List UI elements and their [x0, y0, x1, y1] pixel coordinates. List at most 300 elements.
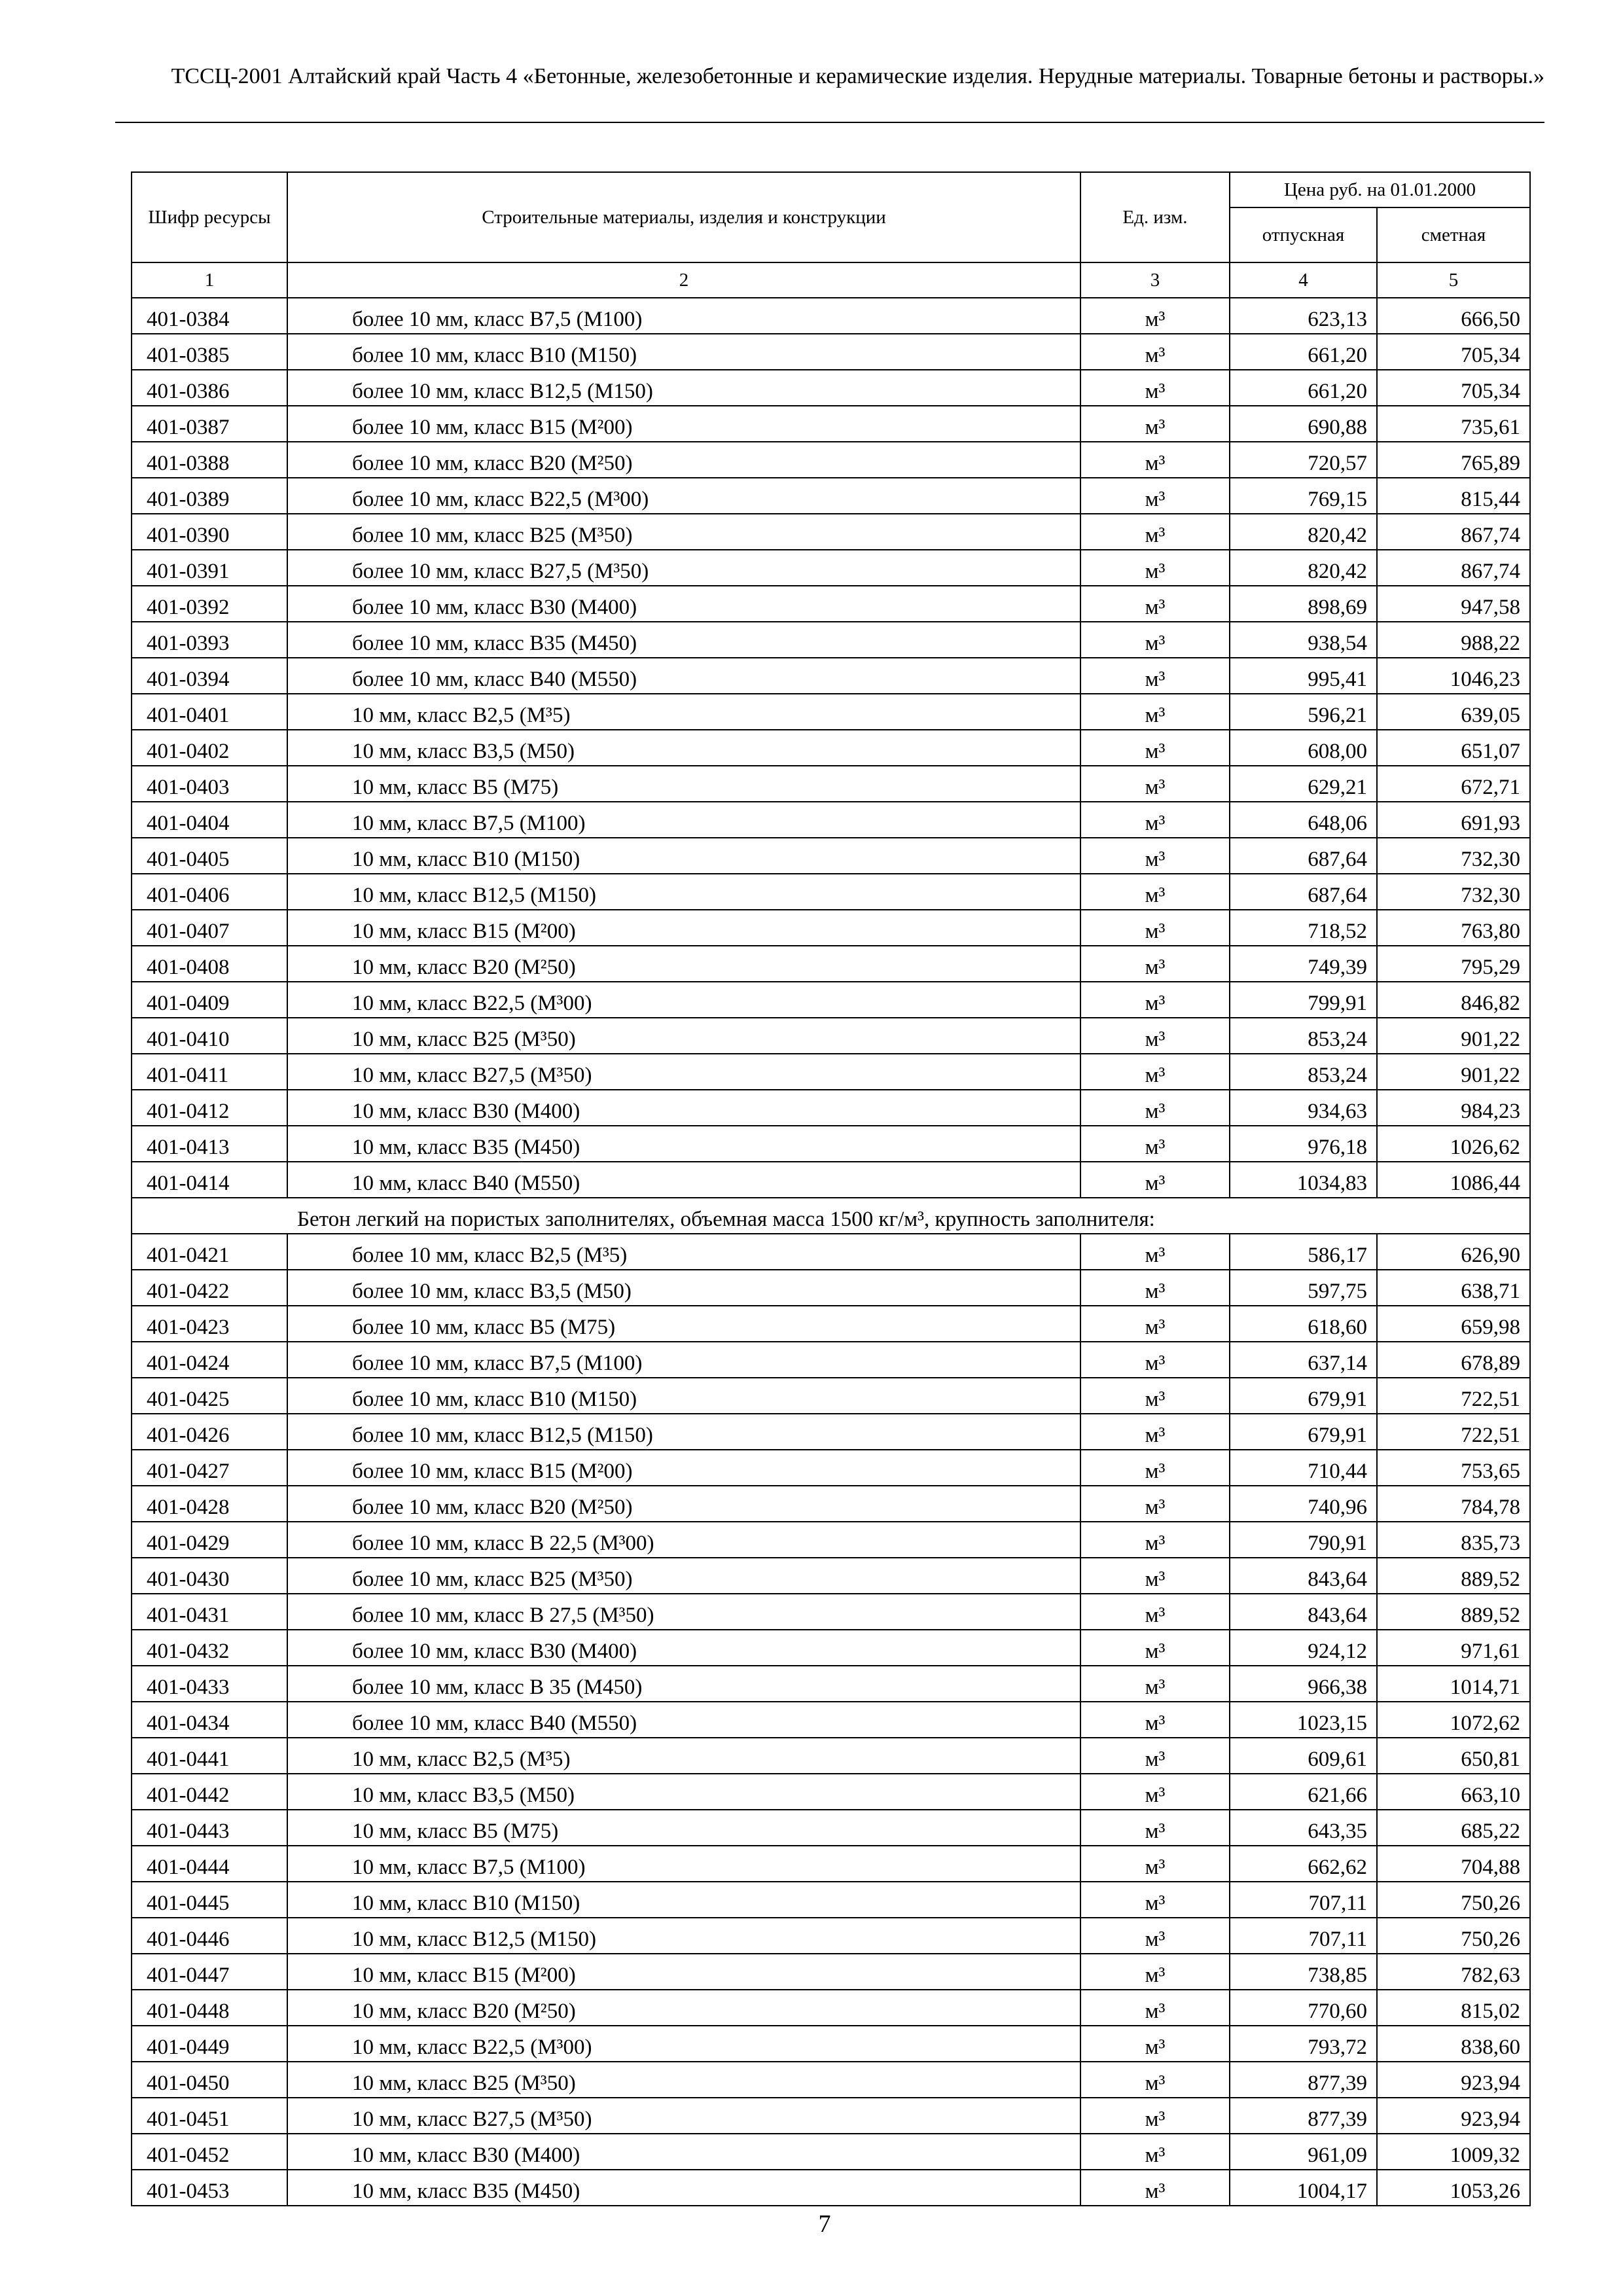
row-price-release: 623,13	[1230, 298, 1377, 334]
row-code: 401-0427	[132, 1450, 287, 1486]
row-unit: м³	[1080, 1486, 1230, 1522]
table-row	[132, 550, 1530, 586]
row-price-estimate: 1072,62	[1377, 1702, 1530, 1738]
table-row	[132, 1666, 1530, 1702]
price-table	[131, 171, 1531, 2206]
table-row	[132, 1594, 1530, 1630]
table-row	[132, 874, 1530, 910]
row-name: более 10 мм, класс В2,5 (М³5)	[287, 1234, 1080, 1270]
row-name: 10 мм, класс В25 (М³50)	[287, 1018, 1080, 1054]
row-name: более 10 мм, класс В22,5 (М³00)	[287, 478, 1080, 514]
row-code: 401-0409	[132, 982, 287, 1018]
row-unit: м³	[1080, 1378, 1230, 1414]
row-unit: м³	[1080, 730, 1230, 766]
header-price-group: Цена руб. на 01.01.2000	[1230, 172, 1530, 207]
table-row	[132, 766, 1530, 802]
row-unit: м³	[1080, 2026, 1230, 2062]
row-price-release: 586,17	[1230, 1234, 1377, 1270]
row-name: 10 мм, класс В2,5 (М³5)	[287, 1738, 1080, 1774]
column-number: 3	[1080, 262, 1230, 298]
row-price-release: 679,91	[1230, 1378, 1377, 1414]
row-price-release: 1004,17	[1230, 2170, 1377, 2206]
row-unit: м³	[1080, 514, 1230, 550]
table-row	[132, 802, 1530, 838]
row-price-estimate: 815,02	[1377, 1990, 1530, 2026]
row-price-release: 843,64	[1230, 1594, 1377, 1630]
table-row	[132, 406, 1530, 442]
row-unit: м³	[1080, 1918, 1230, 1954]
row-unit: м³	[1080, 1018, 1230, 1054]
table-row	[132, 1738, 1530, 1774]
row-price-release: 687,64	[1230, 838, 1377, 874]
row-name: более 10 мм, класс В40 (М550)	[287, 1702, 1080, 1738]
row-code: 401-0385	[132, 334, 287, 370]
row-price-estimate: 838,60	[1377, 2026, 1530, 2062]
header-name: Строительные материалы, изделия и конструкции	[287, 172, 1080, 262]
row-code: 401-0421	[132, 1234, 287, 1270]
row-unit: м³	[1080, 1990, 1230, 2026]
row-name: 10 мм, класс В22,5 (М³00)	[287, 2026, 1080, 2062]
row-price-release: 898,69	[1230, 586, 1377, 622]
column-number: 2	[287, 262, 1080, 298]
row-price-estimate: 638,71	[1377, 1270, 1530, 1306]
row-price-estimate: 672,71	[1377, 766, 1530, 802]
row-unit: м³	[1080, 838, 1230, 874]
row-price-estimate: 722,51	[1377, 1378, 1530, 1414]
row-code: 401-0414	[132, 1162, 287, 1198]
row-name: более 10 мм, класс В7,5 (М100)	[287, 1342, 1080, 1378]
row-price-estimate: 923,94	[1377, 2062, 1530, 2098]
row-name: 10 мм, класс В7,5 (М100)	[287, 802, 1080, 838]
row-code: 401-0449	[132, 2026, 287, 2062]
row-name: 10 мм, класс В7,5 (М100)	[287, 1846, 1080, 1882]
row-unit: м³	[1080, 1882, 1230, 1918]
row-price-release: 738,85	[1230, 1954, 1377, 1990]
column-number: 4	[1230, 262, 1377, 298]
row-code: 401-0388	[132, 442, 287, 478]
row-name: более 10 мм, класс В35 (М450)	[287, 622, 1080, 658]
row-price-estimate: 705,34	[1377, 334, 1530, 370]
row-unit: м³	[1080, 1090, 1230, 1126]
table-row	[132, 658, 1530, 694]
row-code: 401-0408	[132, 946, 287, 982]
row-price-release: 629,21	[1230, 766, 1377, 802]
row-name: более 10 мм, класс В 27,5 (М³50)	[287, 1594, 1080, 1630]
header-price-release: отпускная	[1230, 207, 1377, 262]
row-name: более 10 мм, класс В25 (М³50)	[287, 514, 1080, 550]
table-body-bottom	[132, 1234, 1530, 2206]
row-price-release: 687,64	[1230, 874, 1377, 910]
row-code: 401-0392	[132, 586, 287, 622]
table-row	[132, 730, 1530, 766]
row-name: 10 мм, класс В35 (М450)	[287, 2170, 1080, 2206]
row-name: 10 мм, класс В10 (М150)	[287, 1882, 1080, 1918]
row-code: 401-0402	[132, 730, 287, 766]
row-code: 401-0411	[132, 1054, 287, 1090]
table-row	[132, 1522, 1530, 1558]
row-code: 401-0448	[132, 1990, 287, 2026]
table-row	[132, 982, 1530, 1018]
row-price-estimate: 835,73	[1377, 1522, 1530, 1558]
table-row	[132, 1450, 1530, 1486]
row-unit: м³	[1080, 1054, 1230, 1090]
document-header: ТССЦ-2001 Алтайский край Часть 4 «Бетонные, железобетонные и керамические изделия. Нерудные материалы. Товарные бетоны и растворы.»	[171, 64, 1544, 88]
row-price-release: 995,41	[1230, 658, 1377, 694]
row-name: 10 мм, класс В40 (М550)	[287, 1162, 1080, 1198]
row-unit: м³	[1080, 1810, 1230, 1846]
row-unit: м³	[1080, 694, 1230, 730]
row-price-estimate: 984,23	[1377, 1090, 1530, 1126]
table-row	[132, 1702, 1530, 1738]
row-name: 10 мм, класс В30 (М400)	[287, 2134, 1080, 2170]
row-code: 401-0387	[132, 406, 287, 442]
table-row	[132, 514, 1530, 550]
row-code: 401-0389	[132, 478, 287, 514]
row-price-estimate: 735,61	[1377, 406, 1530, 442]
row-price-estimate: 765,89	[1377, 442, 1530, 478]
row-name: 10 мм, класс В35 (М450)	[287, 1126, 1080, 1162]
row-code: 401-0405	[132, 838, 287, 874]
row-unit: м³	[1080, 874, 1230, 910]
row-unit: м³	[1080, 1558, 1230, 1594]
row-name: 10 мм, класс В5 (М75)	[287, 766, 1080, 802]
row-price-release: 637,14	[1230, 1342, 1377, 1378]
row-price-release: 853,24	[1230, 1054, 1377, 1090]
row-price-estimate: 889,52	[1377, 1594, 1530, 1630]
table-row	[132, 1810, 1530, 1846]
row-code: 401-0452	[132, 2134, 287, 2170]
row-unit: м³	[1080, 766, 1230, 802]
row-price-release: 934,63	[1230, 1090, 1377, 1126]
row-code: 401-0430	[132, 1558, 287, 1594]
table-row	[132, 1882, 1530, 1918]
row-code: 401-0428	[132, 1486, 287, 1522]
row-name: более 10 мм, класс В27,5 (М³50)	[287, 550, 1080, 586]
row-price-release: 1034,83	[1230, 1162, 1377, 1198]
table-row	[132, 838, 1530, 874]
row-unit: м³	[1080, 550, 1230, 586]
row-price-release: 690,88	[1230, 406, 1377, 442]
row-unit: м³	[1080, 1234, 1230, 1270]
row-price-release: 596,21	[1230, 694, 1377, 730]
row-name: 10 мм, класс В20 (М²50)	[287, 946, 1080, 982]
table-row	[132, 1954, 1530, 1990]
row-price-estimate: 705,34	[1377, 370, 1530, 406]
row-name: 10 мм, класс В3,5 (М50)	[287, 730, 1080, 766]
row-price-release: 820,42	[1230, 514, 1377, 550]
row-price-estimate: 659,98	[1377, 1306, 1530, 1342]
row-code: 401-0424	[132, 1342, 287, 1378]
row-unit: м³	[1080, 334, 1230, 370]
table-row	[132, 910, 1530, 946]
row-name: более 10 мм, класс В25 (М³50)	[287, 1558, 1080, 1594]
table-row	[132, 1558, 1530, 1594]
row-unit: м³	[1080, 1270, 1230, 1306]
header-code: Шифр ресурсы	[132, 172, 287, 262]
row-price-estimate: 651,07	[1377, 730, 1530, 766]
row-name: 10 мм, класс В27,5 (М³50)	[287, 1054, 1080, 1090]
row-price-estimate: 626,90	[1377, 1234, 1530, 1270]
row-price-release: 770,60	[1230, 1990, 1377, 2026]
table-row	[132, 1414, 1530, 1450]
row-name: 10 мм, класс В15 (М²00)	[287, 1954, 1080, 1990]
row-code: 401-0403	[132, 766, 287, 802]
table-row	[132, 334, 1530, 370]
table-row	[132, 2170, 1530, 2206]
header-unit: Ед. изм.	[1080, 172, 1230, 262]
table-row	[132, 2098, 1530, 2134]
row-price-estimate: 1026,62	[1377, 1126, 1530, 1162]
row-price-release: 618,60	[1230, 1306, 1377, 1342]
row-name: более 10 мм, класс В 22,5 (М³00)	[287, 1522, 1080, 1558]
row-price-release: 749,39	[1230, 946, 1377, 982]
row-price-release: 740,96	[1230, 1486, 1377, 1522]
row-name: более 10 мм, класс В3,5 (М50)	[287, 1270, 1080, 1306]
row-name: 10 мм, класс В30 (М400)	[287, 1090, 1080, 1126]
table-row	[132, 2134, 1530, 2170]
row-name: 10 мм, класс В15 (М²00)	[287, 910, 1080, 946]
row-name: 10 мм, класс В12,5 (М150)	[287, 1918, 1080, 1954]
column-number: 5	[1377, 262, 1530, 298]
row-code: 401-0406	[132, 874, 287, 910]
table-row	[132, 1162, 1530, 1198]
row-name: более 10 мм, класс В5 (М75)	[287, 1306, 1080, 1342]
row-code: 401-0450	[132, 2062, 287, 2098]
row-price-release: 799,91	[1230, 982, 1377, 1018]
row-unit: м³	[1080, 1738, 1230, 1774]
row-price-estimate: 815,44	[1377, 478, 1530, 514]
row-price-release: 609,61	[1230, 1738, 1377, 1774]
row-unit: м³	[1080, 622, 1230, 658]
row-name: 10 мм, класс В3,5 (М50)	[287, 1774, 1080, 1810]
row-price-release: 679,91	[1230, 1414, 1377, 1450]
table-row	[132, 1018, 1530, 1054]
row-name: более 10 мм, класс В30 (М400)	[287, 1630, 1080, 1666]
row-name: 10 мм, класс В22,5 (М³00)	[287, 982, 1080, 1018]
row-price-release: 853,24	[1230, 1018, 1377, 1054]
table-row	[132, 1774, 1530, 1810]
row-price-release: 877,39	[1230, 2098, 1377, 2134]
row-unit: м³	[1080, 1342, 1230, 1378]
row-code: 401-0386	[132, 370, 287, 406]
row-unit: м³	[1080, 370, 1230, 406]
row-name: более 10 мм, класс В12,5 (М150)	[287, 1414, 1080, 1450]
row-name: более 10 мм, класс В20 (М²50)	[287, 1486, 1080, 1522]
table-row	[132, 1342, 1530, 1378]
row-price-estimate: 750,26	[1377, 1882, 1530, 1918]
row-name: 10 мм, класс В20 (М²50)	[287, 1990, 1080, 2026]
row-code: 401-0453	[132, 2170, 287, 2206]
row-price-estimate: 889,52	[1377, 1558, 1530, 1594]
table-row	[132, 1270, 1530, 1306]
row-price-estimate: 867,74	[1377, 550, 1530, 586]
row-price-estimate: 867,74	[1377, 514, 1530, 550]
row-price-release: 608,00	[1230, 730, 1377, 766]
row-price-release: 769,15	[1230, 478, 1377, 514]
row-price-release: 621,66	[1230, 1774, 1377, 1810]
row-price-release: 718,52	[1230, 910, 1377, 946]
row-code: 401-0412	[132, 1090, 287, 1126]
row-price-estimate: 722,51	[1377, 1414, 1530, 1450]
row-code: 401-0441	[132, 1738, 287, 1774]
row-price-estimate: 947,58	[1377, 586, 1530, 622]
row-code: 401-0407	[132, 910, 287, 946]
row-code: 401-0429	[132, 1522, 287, 1558]
row-code: 401-0410	[132, 1018, 287, 1054]
row-unit: м³	[1080, 298, 1230, 334]
row-price-estimate: 650,81	[1377, 1738, 1530, 1774]
row-code: 401-0384	[132, 298, 287, 334]
table-row	[132, 1306, 1530, 1342]
row-code: 401-0442	[132, 1774, 287, 1810]
table-row	[132, 1918, 1530, 1954]
row-unit: м³	[1080, 1954, 1230, 1990]
row-price-release: 662,62	[1230, 1846, 1377, 1882]
table-row	[132, 2062, 1530, 2098]
row-unit: м³	[1080, 1666, 1230, 1702]
row-code: 401-0447	[132, 1954, 287, 1990]
section-title: Бетон легкий на пористых заполнителях, объемная масса 1500 кг/м³, крупность заполнителя:	[132, 1198, 1530, 1234]
table-row	[132, 946, 1530, 982]
row-unit: м³	[1080, 658, 1230, 694]
row-code: 401-0433	[132, 1666, 287, 1702]
row-name: более 10 мм, класс В12,5 (М150)	[287, 370, 1080, 406]
row-unit: м³	[1080, 1522, 1230, 1558]
row-name: 10 мм, класс В27,5 (М³50)	[287, 2098, 1080, 2134]
header-price-estimate: сметная	[1377, 207, 1530, 262]
row-code: 401-0451	[132, 2098, 287, 2134]
table-row	[132, 1990, 1530, 2026]
row-unit: м³	[1080, 2062, 1230, 2098]
row-unit: м³	[1080, 1414, 1230, 1450]
row-price-estimate: 1009,32	[1377, 2134, 1530, 2170]
table-row	[132, 622, 1530, 658]
table-row	[132, 1090, 1530, 1126]
row-unit: м³	[1080, 982, 1230, 1018]
table-row	[132, 370, 1530, 406]
page-number: 7	[818, 2210, 831, 2238]
table-row	[132, 694, 1530, 730]
table-row	[132, 1126, 1530, 1162]
row-code: 401-0443	[132, 1810, 287, 1846]
table-row	[132, 1378, 1530, 1414]
row-price-release: 961,09	[1230, 2134, 1377, 2170]
table-row	[132, 1054, 1530, 1090]
table-row	[132, 1486, 1530, 1522]
row-price-release: 877,39	[1230, 2062, 1377, 2098]
row-name: более 10 мм, класс В15 (М²00)	[287, 406, 1080, 442]
row-price-release: 924,12	[1230, 1630, 1377, 1666]
row-price-estimate: 1053,26	[1377, 2170, 1530, 2206]
row-price-release: 707,11	[1230, 1918, 1377, 1954]
row-price-estimate: 782,63	[1377, 1954, 1530, 1990]
row-price-release: 643,35	[1230, 1810, 1377, 1846]
row-price-release: 661,20	[1230, 370, 1377, 406]
row-price-estimate: 732,30	[1377, 874, 1530, 910]
row-code: 401-0434	[132, 1702, 287, 1738]
row-unit: м³	[1080, 802, 1230, 838]
row-price-estimate: 663,10	[1377, 1774, 1530, 1810]
row-price-estimate: 1014,71	[1377, 1666, 1530, 1702]
row-code: 401-0446	[132, 1918, 287, 1954]
table-section	[132, 1198, 1530, 1234]
row-name: 10 мм, класс В2,5 (М³5)	[287, 694, 1080, 730]
row-code: 401-0404	[132, 802, 287, 838]
row-name: более 10 мм, класс В10 (М150)	[287, 334, 1080, 370]
row-code: 401-0444	[132, 1846, 287, 1882]
table-row	[132, 298, 1530, 334]
row-price-release: 710,44	[1230, 1450, 1377, 1486]
row-unit: м³	[1080, 1450, 1230, 1486]
table-row	[132, 2026, 1530, 2062]
row-code: 401-0394	[132, 658, 287, 694]
row-unit: м³	[1080, 406, 1230, 442]
row-unit: м³	[1080, 586, 1230, 622]
header-rule	[115, 122, 1544, 123]
row-price-release: 648,06	[1230, 802, 1377, 838]
row-unit: м³	[1080, 1630, 1230, 1666]
row-price-release: 793,72	[1230, 2026, 1377, 2062]
row-code: 401-0426	[132, 1414, 287, 1450]
row-price-release: 597,75	[1230, 1270, 1377, 1306]
row-price-estimate: 704,88	[1377, 1846, 1530, 1882]
row-price-estimate: 988,22	[1377, 622, 1530, 658]
row-code: 401-0401	[132, 694, 287, 730]
row-code: 401-0423	[132, 1306, 287, 1342]
row-price-release: 661,20	[1230, 334, 1377, 370]
table-row	[132, 478, 1530, 514]
row-unit: м³	[1080, 442, 1230, 478]
row-unit: м³	[1080, 1594, 1230, 1630]
row-price-estimate: 1046,23	[1377, 658, 1530, 694]
section-row	[132, 1198, 1530, 1234]
row-price-estimate: 784,78	[1377, 1486, 1530, 1522]
column-number: 1	[132, 262, 287, 298]
row-name: более 10 мм, класс В15 (М²00)	[287, 1450, 1080, 1486]
row-price-estimate: 971,61	[1377, 1630, 1530, 1666]
row-name: 10 мм, класс В5 (М75)	[287, 1810, 1080, 1846]
row-unit: м³	[1080, 478, 1230, 514]
row-code: 401-0391	[132, 550, 287, 586]
row-unit: м³	[1080, 910, 1230, 946]
row-price-estimate: 923,94	[1377, 2098, 1530, 2134]
row-code: 401-0393	[132, 622, 287, 658]
row-name: более 10 мм, класс В40 (М550)	[287, 658, 1080, 694]
table-row	[132, 586, 1530, 622]
row-code: 401-0413	[132, 1126, 287, 1162]
row-name: более 10 мм, класс В10 (М150)	[287, 1378, 1080, 1414]
row-name: более 10 мм, класс В 35 (М450)	[287, 1666, 1080, 1702]
row-price-estimate: 901,22	[1377, 1018, 1530, 1054]
row-price-estimate: 685,22	[1377, 1810, 1530, 1846]
table-row	[132, 442, 1530, 478]
row-price-release: 976,18	[1230, 1126, 1377, 1162]
row-unit: м³	[1080, 1846, 1230, 1882]
row-price-estimate: 753,65	[1377, 1450, 1530, 1486]
row-code: 401-0390	[132, 514, 287, 550]
table-body-top	[132, 298, 1530, 1198]
row-name: более 10 мм, класс В7,5 (М100)	[287, 298, 1080, 334]
row-price-estimate: 750,26	[1377, 1918, 1530, 1954]
row-price-estimate: 1086,44	[1377, 1162, 1530, 1198]
row-unit: м³	[1080, 1306, 1230, 1342]
row-price-estimate: 795,29	[1377, 946, 1530, 982]
row-name: 10 мм, класс В10 (М150)	[287, 838, 1080, 874]
row-code: 401-0431	[132, 1594, 287, 1630]
row-unit: м³	[1080, 1126, 1230, 1162]
row-price-release: 720,57	[1230, 442, 1377, 478]
row-code: 401-0445	[132, 1882, 287, 1918]
